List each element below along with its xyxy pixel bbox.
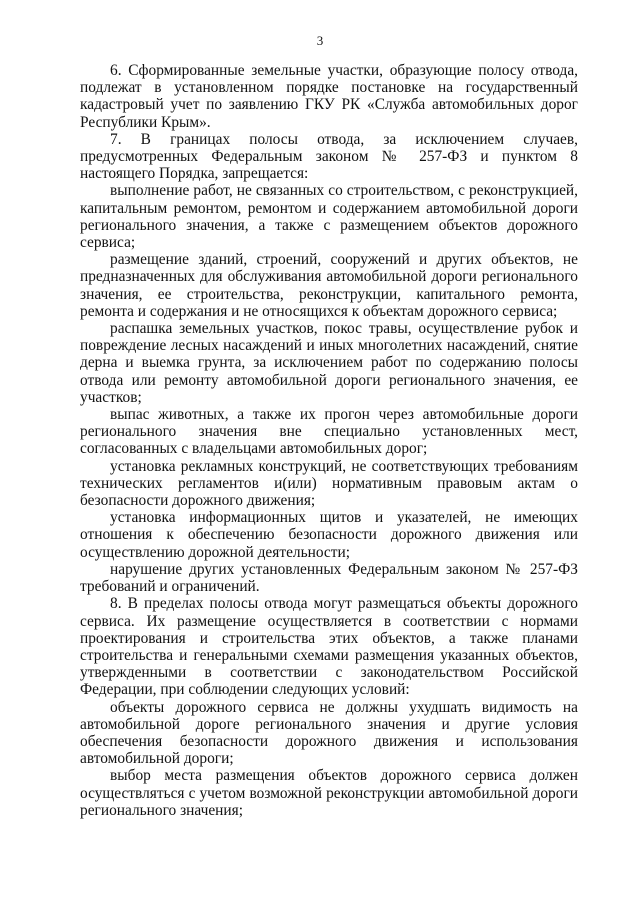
condition-item: выбор места размещения объектов дорожного сервиса должен осуществляться с учетом возможной реконструкции автомобильной дороги регионального значения;: [80, 767, 578, 819]
prohibition-item: распашка земельных участков, покос травы, осуществление рубок и повреждение лесных насаждений и иных многолетних насаждений, снятие дерна и выемка грунта, за исключением работ по содержанию полосы отвода или ремонту автомобильной дороги регионального значения, ее участков;: [80, 320, 578, 406]
prohibition-item: нарушение других установленных Федеральным законом № 257-ФЗ требований и ограничений.: [80, 560, 578, 596]
prohibition-item: выполнение работ, не связанных со строительством, с реконструкцией, капитальным ремонтом, ремонтом и содержанием автомобильной дороги регионального значения, а также с размещением объектов дорожного сервиса;: [80, 182, 578, 252]
paragraph-8: 8. В пределах полосы отвода могут размещаться объекты дорожного сервиса. Их размещение осуществляется в соответствии с нормами проектирования и строительства этих объектов, а также планами строительства и генеральными схемами размещения указанных объектов, утвержденными в соответствии с законодательством Российской Федерации, при соблюдении следующих условий:: [80, 595, 578, 699]
prohibition-item: выпас животных, а также их прогон через автомобильные дороги регионального значения вне специально установленных мест, согласованных с владельцами автомобильных дорог;: [80, 406, 578, 458]
document-body: [80, 62, 578, 819]
page-number: 3: [316, 33, 324, 48]
prohibition-item: установка рекламных конструкций, не соответствующих требованиям технических регламентов и(или) нормативным правовым актам о безопасности дорожного движения;: [80, 457, 578, 510]
condition-item: объекты дорожного сервиса не должны ухудшать видимость на автомобильной дороге регионального значения и другие условия обеспечения безопасности дорожного движения и использования автомобильной дороги;: [80, 698, 578, 768]
prohibition-item: размещение зданий, строений, сооружений и других объектов, не предназначенных для обслуживания автомобильной дороги регионального значения, ее строительства, реконструкции, капитального ремонта, ремонта и содержания и не относящихся к объектам дорожного сервиса;: [80, 251, 578, 320]
paragraph-7: 7. В границах полосы отвода, за исключением случаев, предусмотренных Федеральным законом № 257-ФЗ и пунктом 8 настоящего Порядка, запрещается:: [80, 130, 578, 183]
paragraph-6: 6. Сформированные земельные участки, образующие полосу отвода, подлежат в установленном порядке постановке на государственный кадастровый учет по заявлению ГКУ РК «Служба автомобильных дорог Республики Крым».: [80, 62, 578, 131]
prohibition-item: установка информационных щитов и указателей, не имеющих отношения к обеспечению безопасности дорожного движения или осуществлению дорожной деятельности;: [80, 509, 578, 561]
